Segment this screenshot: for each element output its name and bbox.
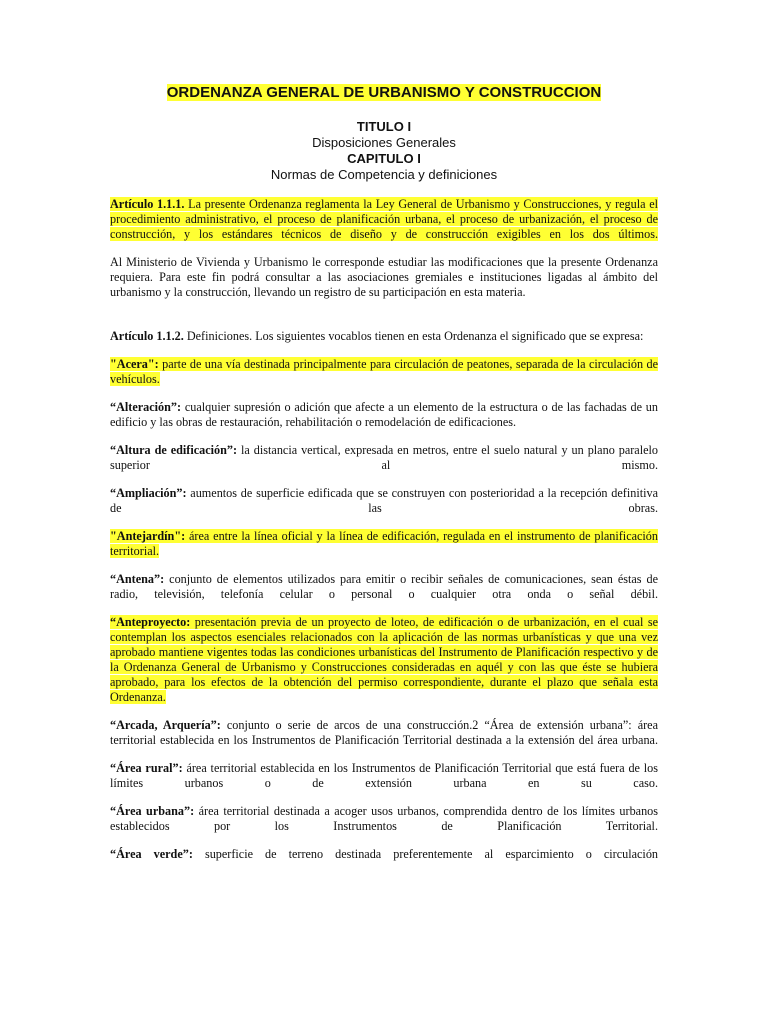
definition-text: aumentos de superficie edificada que se construyen con posterioridad a la recepción definitiva de las obras. — [110, 486, 658, 515]
article-1-1-2-text: Definiciones. Los siguientes vocablos tienen en esta Ordenanza el significado que se expresa: — [183, 329, 644, 343]
definition-text: área territorial establecida en los Instrumentos de Planificación Territorial que está fuera de los límites urbanos o de extensión urbana en su caso. — [110, 761, 658, 790]
definition-term: “Área verde”: — [110, 847, 193, 861]
definition-term: “Arcada, Arquería”: — [110, 718, 221, 732]
capitulo-heading: CAPITULO I — [347, 151, 421, 166]
definition-text: cualquier supresión o adición que afecte a un elemento de la estructura o de las fachadas de un edificio y las obras de restauración, rehabilitación o remodelación de edificaciones. — [110, 400, 658, 429]
definition-term: “Área rural”: — [110, 761, 183, 775]
definition-text: conjunto de elementos utilizados para emitir o recibir señales de comunicaciones, sean éstas de radio, televisión, telefonía celular o personal o cualquier otra onda o señal débil. — [110, 572, 658, 601]
definition-area-rural — [110, 761, 658, 791]
article-1-1-1-text: La presente Ordenanza reglamenta la Ley General de Urbanismo y Construcciones, y regula el procedimiento administrativo, el proceso de planificación urbana, el proceso de urbanización, el proceso de construcción, y los estándares técnicos de diseño y de construcción exigibles en los dos últimos. — [110, 197, 659, 241]
definition-altura — [110, 443, 658, 473]
article-1-1-1 — [110, 197, 658, 242]
definition-text: área entre la línea oficial y la línea de edificación, regulada en el instrumento de planificación territorial. — [110, 529, 658, 558]
article-1-1-1-label: Artículo 1.1.1. — [110, 197, 185, 211]
document-title — [110, 84, 658, 101]
document-title-text: ORDENANZA GENERAL DE URBANISMO Y CONSTRUCCION — [166, 84, 602, 101]
definition-text: la distancia vertical, expresada en metros, entre el suelo natural y un plano paralelo superior al mismo. — [110, 443, 658, 472]
definition-text: presentación previa de un proyecto de loteo, de edificación o de urbanización, en el cual se contemplan los aspectos esenciales relacionados con la aplicación de las normas urbanísticas y que una vez aprobado mantiene vigentes todas las condiciones urbanísticas del Instrumento de Planificación respectivo y de la Ordenanza General de Urbanismo y Construcciones consideradas en aquél y con las que éste se hubiera aprobado, para los efectos de la obtención del permiso correspondiente, durante el plazo que señala esta Ordenanza. — [110, 615, 658, 704]
definition-text: conjunto o serie de arcos de una construcción.2 “Área de extensión urbana”: área territorial establecida en los Instrumentos de Planificación Territorial destinada a la extensión del área urbana. — [110, 718, 658, 747]
definition-term: “Ampliación”: — [110, 486, 187, 500]
definition-term: “Antena”: — [110, 572, 165, 586]
definition-area-urbana — [110, 804, 658, 834]
definition-arcada — [110, 718, 658, 748]
heading-block — [110, 119, 658, 183]
definition-term: "Acera": — [110, 357, 159, 371]
definition-term: “Alteración”: — [110, 400, 182, 414]
definition-acera — [110, 357, 658, 387]
definition-term: “Altura de edificación”: — [110, 443, 238, 457]
article-1-1-2-label: Artículo 1.1.2. — [110, 329, 184, 343]
titulo-subheading: Disposiciones Generales — [312, 135, 456, 150]
definition-ampliacion — [110, 486, 658, 516]
definition-term: “Área urbana”: — [110, 804, 195, 818]
definition-antejardin — [110, 529, 658, 559]
definition-term: “Anteproyecto: — [110, 615, 191, 629]
definition-area-verde — [110, 847, 658, 862]
ministerio-paragraph: Al Ministerio de Vivienda y Urbanismo le corresponde estudiar las modificaciones que la presente Ordenanza requiera. Para este fin podrá consultar a las asociaciones gremiales e instituciones ligadas al ámbito del urbanismo y la construcción, llevando un registro de su participación en esta materia. — [110, 255, 658, 299]
definition-text: área territorial destinada a acoger usos urbanos, comprendida dentro de los límites urbanos establecidos por los Instrumentos de Planificación Territorial. — [110, 804, 658, 833]
definition-anteproyecto — [110, 615, 658, 705]
titulo-heading: TITULO I — [356, 119, 412, 134]
definition-antena — [110, 572, 658, 602]
definition-term: "Antejardín": — [110, 529, 186, 543]
capitulo-subheading: Normas de Competencia y definiciones — [270, 167, 498, 182]
definition-text: parte de una vía destinada principalmente para circulación de peatones, separada de la circulación de vehículos. — [110, 357, 658, 386]
definition-alteracion — [110, 400, 658, 430]
definition-text: superficie de terreno destinada preferentemente al esparcimiento o circulación — [192, 847, 659, 861]
article-1-1-2 — [110, 329, 658, 344]
